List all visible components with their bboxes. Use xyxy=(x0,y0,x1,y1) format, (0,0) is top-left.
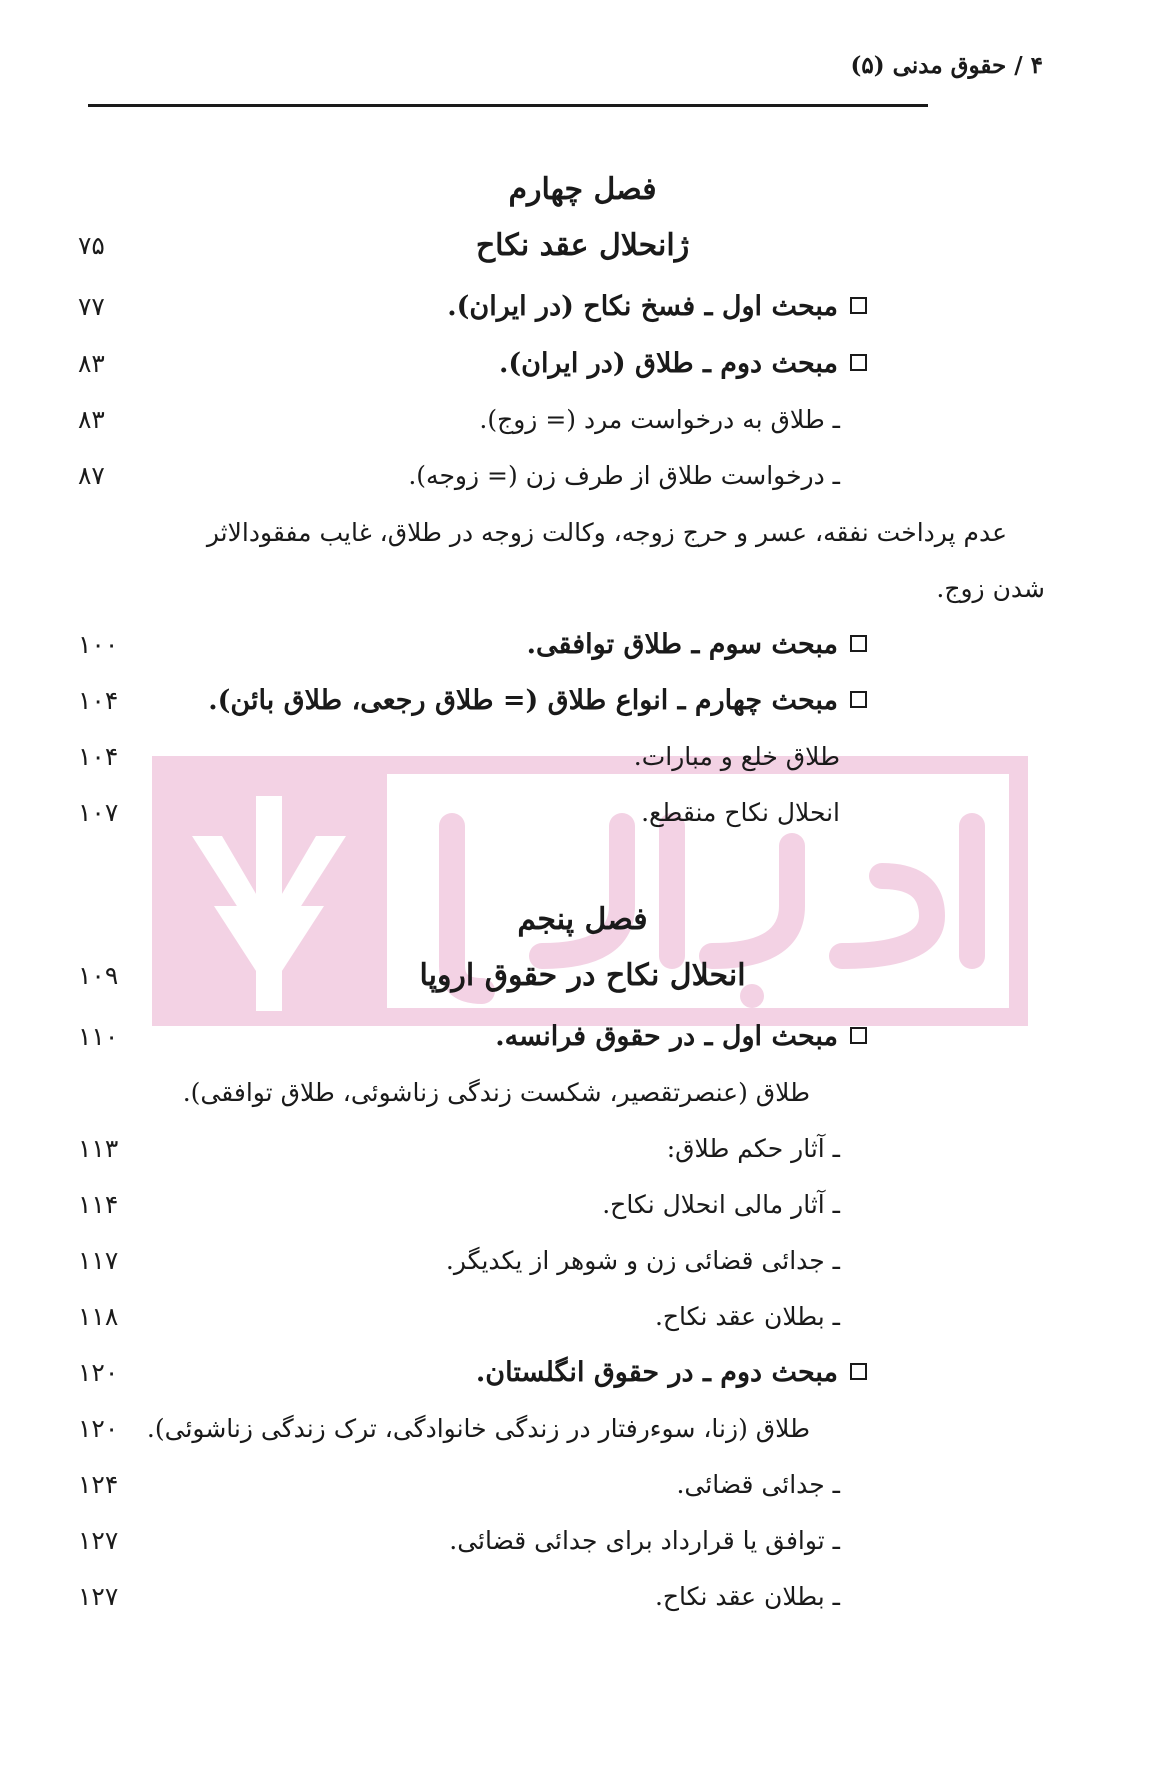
toc-entry xyxy=(0,677,1165,725)
toc-entry xyxy=(0,340,1165,388)
toc-entry xyxy=(0,452,1165,500)
toc-page-number: ۱۲۷ xyxy=(78,1526,119,1555)
toc-entry-title: ـ بطلان عقد نکاح. xyxy=(654,1582,840,1611)
toc-entry-title: عدم پرداخت نفقه، عسر و حرج زوجه، وکالت زوجه در طلاق، غایب مفقودالاثر xyxy=(206,518,1007,547)
toc-entry-title: ـ بطلان عقد نکاح. xyxy=(654,1302,840,1331)
toc-entry-title: فصل چهارم xyxy=(508,172,657,207)
checkbox-square-icon xyxy=(850,691,867,708)
toc-entry-title: ـ آثار مالی انحلال نکاح. xyxy=(602,1190,840,1219)
toc-page-number: ۱۱۴ xyxy=(78,1190,119,1219)
toc-page-number: ۱۱۷ xyxy=(78,1246,119,1275)
toc-entry xyxy=(0,1013,1165,1061)
toc-entry-title: مبحث دوم ـ طلاق (در ایران). xyxy=(498,348,838,379)
toc-entry xyxy=(0,166,1165,214)
toc-page-number: ۱۰۷ xyxy=(78,798,119,827)
toc-entry xyxy=(0,896,1165,944)
toc-page-number: ۷۵ xyxy=(78,231,105,260)
toc-entry xyxy=(0,789,1165,837)
checkbox-square-icon xyxy=(850,1027,867,1044)
checkbox-square-icon xyxy=(850,635,867,652)
toc-entry-title: ـ توافق یا قرارداد برای جدائی قضائی. xyxy=(449,1526,840,1555)
toc-page-number: ۱۲۰ xyxy=(78,1414,119,1443)
toc-entry-title: مبحث اول ـ فسخ نکاح (در ایران). xyxy=(447,291,838,322)
checkbox-square-icon xyxy=(850,297,867,314)
toc-page-number: ۷۷ xyxy=(78,292,105,321)
toc-entry xyxy=(0,952,1165,1000)
toc-page-number: ۱۰۴ xyxy=(78,742,119,771)
toc-entry-title: طلاق (عنصرتقصیر، شکست زندگی زناشوئی، طلاق توافقی). xyxy=(182,1078,810,1107)
toc-page-number: ۱۲۷ xyxy=(78,1582,119,1611)
toc-entry xyxy=(0,1461,1165,1509)
toc-page-number: ۱۱۸ xyxy=(78,1302,119,1331)
toc-entry-title: مبحث اول ـ در حقوق فرانسه. xyxy=(495,1021,838,1052)
toc-entry xyxy=(0,283,1165,331)
toc-entry-title: طلاق خلع و مبارات. xyxy=(633,742,840,771)
toc-entry xyxy=(0,1517,1165,1565)
toc-entry xyxy=(0,1349,1165,1397)
toc-entry-title: ژانحلال عقد نکاح xyxy=(475,228,690,263)
toc-entry-title: انحلال نکاح در حقوق اروپا xyxy=(419,958,746,993)
toc-entry xyxy=(0,621,1165,669)
toc-entry-title: مبحث سوم ـ طلاق توافقی. xyxy=(526,629,838,660)
toc-page-number: ۱۱۰ xyxy=(78,1022,119,1051)
toc-entry-title: مبحث دوم ـ در حقوق انگلستان. xyxy=(475,1357,838,1388)
toc-page-number: ۱۰۹ xyxy=(78,961,119,990)
toc-page-number: ۱۱۳ xyxy=(78,1134,119,1163)
toc-entry-title: طلاق (زنا، سوءرفتار در زندگی خانوادگی، ترک زندگی زناشوئی). xyxy=(146,1414,810,1443)
toc-entry xyxy=(0,1125,1165,1173)
toc-page-number: ۱۲۴ xyxy=(78,1470,119,1499)
checkbox-square-icon xyxy=(850,354,867,371)
toc-entry xyxy=(0,1405,1165,1453)
toc-page-number: ۸۳ xyxy=(78,349,105,378)
toc-entry xyxy=(0,509,1165,557)
toc-entry-title: ـ طلاق به درخواست مرد (= زوج). xyxy=(479,405,840,434)
toc-entry-title: انحلال نکاح منقطع. xyxy=(641,798,840,827)
toc-entry xyxy=(0,733,1165,781)
checkbox-square-icon xyxy=(850,1363,867,1380)
toc-entry-title: شدن زوج. xyxy=(936,574,1045,603)
running-head: ۴ / حقوق مدنی (۵) xyxy=(850,52,1043,79)
toc-entry-title: ـ درخواست طلاق از طرف زن (= زوجه). xyxy=(408,461,840,490)
toc-page-number: ۱۰۰ xyxy=(78,630,119,659)
toc-entry xyxy=(0,1293,1165,1341)
toc-entry xyxy=(0,1069,1165,1117)
toc-entry xyxy=(0,396,1165,444)
toc-page-number: ۱۲۰ xyxy=(78,1358,119,1387)
toc-entry xyxy=(0,1181,1165,1229)
toc-entry-title: ـ جدائی قضائی. xyxy=(676,1470,840,1499)
toc-page-number: ۸۷ xyxy=(78,461,105,490)
toc-entry xyxy=(0,222,1165,270)
toc-entry-title: ـ جدائی قضائی زن و شوهر از یکدیگر. xyxy=(445,1246,840,1275)
toc-entry-title: ـ آثار حکم طلاق: xyxy=(666,1134,840,1163)
toc-entry-title: مبحث چهارم ـ انواع طلاق (= طلاق رجعی، طلاق بائن). xyxy=(208,685,838,716)
toc-entry-title: فصل پنجم xyxy=(517,902,648,937)
toc-entry xyxy=(0,1237,1165,1285)
toc-entry xyxy=(0,565,1165,613)
header-rule xyxy=(88,104,928,107)
toc-page-number: ۱۰۴ xyxy=(78,686,119,715)
toc-page-number: ۸۳ xyxy=(78,405,105,434)
toc-entry xyxy=(0,1573,1165,1621)
